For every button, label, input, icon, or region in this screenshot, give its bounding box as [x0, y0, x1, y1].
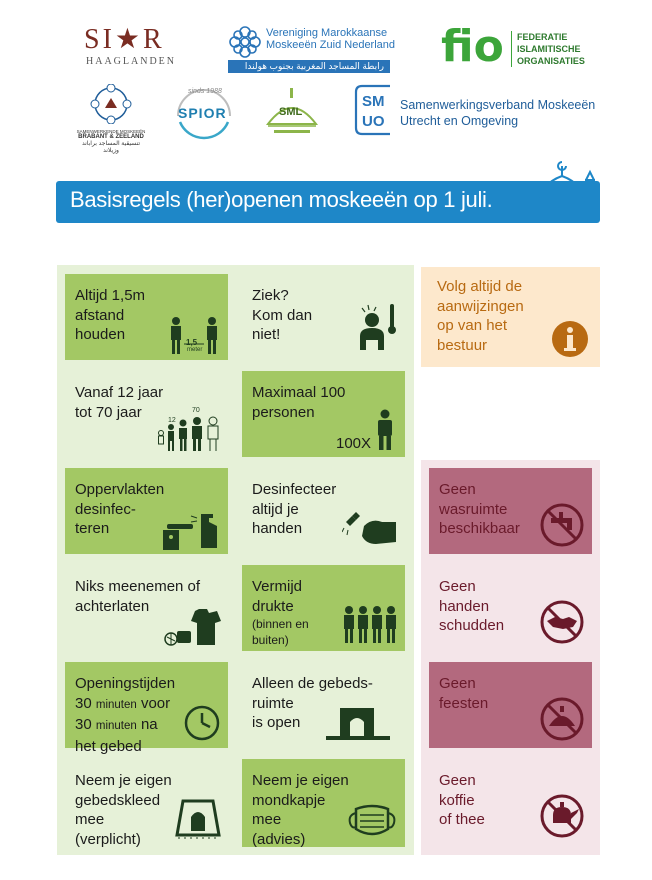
openingstijden-l4: het gebed	[75, 737, 142, 755]
brabant-line1: SAMENWERKENDE MOSKEEËN	[76, 129, 146, 134]
openingstijden-l1: Openingstijden	[75, 675, 176, 692]
oppervlakten-l2: desinfec-	[75, 500, 136, 518]
no-handshake-icon	[539, 599, 585, 645]
no-party-icon	[539, 696, 585, 742]
niks-l2: achterlaten	[75, 597, 150, 615]
rule-gebedsruimte	[242, 662, 405, 748]
vmmzn-arabic: رابطة المساجد المغربية بجنوب هولندا	[228, 60, 390, 73]
rule-afstand	[65, 274, 228, 360]
no-teapot-icon	[539, 793, 585, 839]
rule-ziek	[242, 274, 405, 360]
koffie-l1: Geen	[439, 772, 476, 789]
spior-tag: sinds 1988	[188, 88, 222, 95]
smuo-line2: Utrecht en Omgeving	[400, 114, 519, 128]
gebedsruimte-l1: Alleen de gebeds-	[252, 675, 373, 692]
crowd-icon	[342, 605, 398, 645]
leeftijd-age-high: 70	[192, 407, 200, 414]
mosque-dome-icon	[532, 158, 598, 224]
rule-maximaal	[242, 371, 405, 457]
smuo-line1: Samenwerkingsverband Moskeeën	[400, 98, 596, 112]
belongings-icon	[163, 607, 223, 647]
schudden-l3: schudden	[439, 617, 505, 634]
maximaal-l2: personen	[252, 403, 315, 421]
logo-sml	[262, 86, 322, 142]
svg-text:SM: SM	[362, 93, 385, 110]
svg-text:UO: UO	[362, 113, 385, 130]
mondkapje-l2: mondkapje	[252, 791, 326, 809]
openingstijden-l2c: voor	[136, 694, 171, 712]
brabant-arabic: تنسيقية المساجد براباند وزيلاند	[81, 141, 140, 154]
bestuur-l3: op van het	[437, 317, 508, 334]
koffie-l2: koffie	[439, 791, 475, 809]
fio-word: fio	[441, 21, 504, 72]
mondkapje-l3: mee	[252, 811, 282, 828]
info-icon	[551, 320, 589, 358]
gebedskleed-l1: Neem je eigen	[75, 772, 172, 789]
gebedsruimte-l2: ruimte	[252, 694, 294, 712]
openingstijden-l3c: na	[136, 716, 158, 733]
fio-line3: ORGANISATIES	[517, 56, 585, 66]
afstand-badge-unit: meter	[187, 347, 203, 353]
afstand-badge: 1,5	[186, 338, 198, 347]
maximaal-count: 100X	[336, 435, 372, 452]
logo-brabant-zeeland	[76, 84, 146, 154]
ziek-l2: Kom dan	[252, 306, 313, 324]
handen-l3: handen	[252, 520, 303, 537]
wasruimte-l3: beschikbaar	[439, 520, 520, 537]
brabant-line2: BRABANT & ZEELAND	[78, 134, 144, 140]
leeftijd-l2: tot 70 jaar	[75, 403, 142, 421]
logo-sior-word: SI★R	[84, 24, 165, 55]
gebedskleed-l2: gebedskleed	[75, 791, 161, 809]
handen-l1: Desinfecteer	[252, 481, 337, 498]
leeftijd-l1: Vanaf 12 jaar	[75, 384, 164, 401]
drukte-l3: (binnen en	[252, 617, 309, 631]
schudden-l2: handen	[439, 597, 490, 615]
rule-gebedskleed	[65, 759, 228, 847]
ziek-l3: niet!	[252, 326, 281, 343]
hand-sanitizer-icon	[342, 508, 400, 548]
wasruimte-l2: wasruimte	[439, 500, 508, 518]
oppervlakten-l3: teren	[75, 520, 110, 537]
gebedskleed-l4: (verplicht)	[75, 830, 141, 848]
bestuur-l4: bestuur	[437, 336, 488, 354]
spior-word: SPIOR	[178, 105, 227, 121]
drukte-l2: drukte	[252, 597, 294, 615]
smuo-mark-icon	[352, 84, 396, 136]
prayer-room-icon	[326, 704, 390, 742]
gebedskleed-l3: mee	[75, 811, 105, 828]
feesten-l2: feesten	[439, 694, 489, 712]
leeftijd-age-low: 12	[168, 417, 176, 424]
age-group-icon	[155, 413, 227, 453]
prayer-mat-icon	[175, 797, 221, 839]
rule-leeftijd	[65, 371, 228, 457]
openingstijden-l2a: 30	[75, 694, 96, 712]
logo-sior-haaglanden	[84, 22, 184, 72]
handen-l2: altijd je	[252, 500, 299, 518]
rule-niks	[65, 565, 228, 651]
maximaal-l1: Maximaal 100	[252, 384, 346, 401]
schudden-l1: Geen	[439, 578, 476, 595]
openingstijden-l3a: 30	[75, 716, 96, 733]
koffie-l3: of thee	[439, 811, 485, 828]
logo-spior	[170, 86, 238, 141]
spray-door-handle-icon	[161, 512, 221, 550]
page-title: Basisregels (her)openen moskeeën op 1 juli.	[70, 187, 493, 212]
rule-schudden	[429, 565, 592, 651]
logo-smuo	[352, 84, 596, 139]
fio-line2: ISLAMITISCHE	[517, 44, 581, 54]
rule-wasruimte	[429, 468, 592, 554]
vmmzn-line1: Vereniging Marokkaanse	[266, 27, 388, 39]
feesten-l1: Geen	[439, 675, 476, 692]
sml-word: SML	[279, 106, 303, 118]
gebedsruimte-l3: is open	[252, 714, 301, 731]
clock-icon	[183, 704, 221, 742]
openingstijden-l3b: minuten	[95, 720, 137, 732]
brabant-ring-icon	[76, 84, 146, 124]
drukte-l1: Vermijd	[252, 578, 303, 595]
no-tap-icon	[539, 502, 585, 548]
oppervlakten-l1: Oppervlakten	[75, 481, 165, 498]
afstand-l1: Altijd 1,5m	[75, 287, 146, 304]
openingstijden-l2b: minuten	[95, 698, 137, 711]
niks-l1: Niks meenemen of	[75, 578, 201, 595]
rule-feesten	[429, 662, 592, 748]
sick-person-icon	[356, 300, 400, 352]
title-banner	[56, 181, 600, 223]
afstand-l2: afstand	[75, 306, 125, 324]
mondkapje-l1: Neem je eigen	[252, 772, 349, 789]
rule-oppervlakten	[65, 468, 228, 554]
drukte-l4: buiten)	[252, 633, 289, 647]
logo-vmmzn	[228, 25, 398, 75]
mondkapje-l4: (advies)	[252, 830, 306, 848]
vmmzn-flower-icon	[228, 25, 262, 59]
rule-openingstijden	[65, 662, 228, 755]
logo-fio	[441, 21, 591, 73]
wasruimte-l1: Geen	[439, 481, 476, 498]
bestuur-l2: aanwijzingen	[437, 297, 524, 315]
ziek-l1: Ziek?	[252, 287, 289, 304]
rule-bestuur	[421, 267, 600, 367]
face-mask-icon	[346, 801, 398, 839]
rule-drukte	[242, 565, 405, 651]
person-icon	[374, 409, 396, 451]
rule-mondkapje	[242, 759, 405, 847]
logo-sior-subtitle: HAAGLANDEN	[86, 56, 176, 67]
fio-line1: FEDERATIE	[517, 32, 568, 42]
rule-handen	[242, 468, 405, 554]
vmmzn-line2: Moskeeën Zuid Nederland	[266, 39, 396, 51]
rule-koffie	[429, 759, 592, 847]
bestuur-l1: Volg altijd de	[437, 278, 523, 295]
afstand-l3: houden	[75, 326, 126, 343]
